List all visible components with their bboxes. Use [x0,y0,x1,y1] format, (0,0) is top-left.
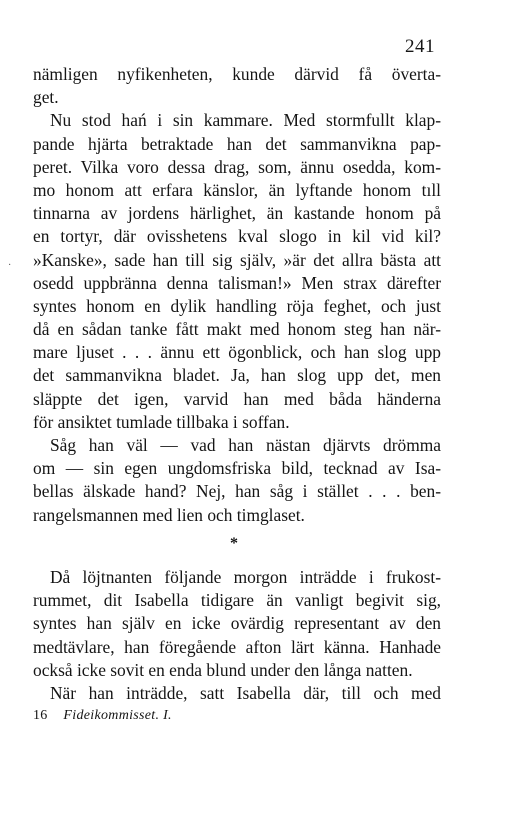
signature-title: Fideikommisset. I. [63,708,172,723]
text-line: pande hjärta betraktade han det sammanvikna pap- [33,133,441,154]
margin-mark: · [8,260,12,271]
text-line: »Kanske», sade han till sig själv, »är det allra bästa att [33,249,441,270]
paragraph [33,63,441,109]
text-line: nämligen nyfikenheten, kunde därvid få överta- [33,64,441,84]
text-line: det sammanvikna bladet. Ja, han slog upp det, men [33,365,441,386]
text-line: bellas älskade hand? Nej, han såg i stället . . . ben- [33,481,441,502]
text-line: tinnarna av jordens härlighet, än kastande honom på [33,203,441,224]
text-line: en tortyr, där ovisshetens kval slogo in kil vid kil? [33,226,441,247]
paragraph [33,566,441,682]
text-block-before-break [33,63,441,527]
text-line: medtävlare, han föregående afton lärt känna. Hanhade [33,636,441,657]
text-line: också icke sovit en enda blund under den långa natten. [33,659,413,680]
text-line: mare ljuset . . . ännu ett ögonblick, och han slog upp [33,342,441,363]
text-line: om — sin egen ungdomsfriska bild, tecknad av Isa- [33,458,441,479]
section-break-asterisk: * [230,535,238,552]
paragraph [33,682,441,705]
text-line: syntes han själv en icke ovärdig representant av den [33,613,441,634]
text-block-after-break [33,566,441,705]
text-line: rummet, dit Isabella tidigare än vanligt begivit sig, [33,590,441,611]
page-number: 241 [405,36,435,57]
text-line: När han inträdde, satt Isabella där, till och med [50,682,441,703]
text-line: peret. Vilka voro dessa drag, som, ännu osedda, kom- [33,156,441,177]
text-line: osedd uppbränna denna talisman!» Men strax därefter [33,272,441,293]
signature-number: 16 [33,708,48,723]
paragraph [33,434,441,527]
text-line: Då löjtnanten följande morgon inträdde i frukost- [50,567,441,587]
text-line: släppte det igen, varvid han med båda händerna [33,388,441,409]
text-line: för ansiktet tumlade tillbaka i soffan. [33,411,290,432]
text-line: då en sådan tanke fått makt med honom steg han när- [33,319,441,340]
text-line: Nu stod hań i sin kammare. Med stormfullt klap- [50,110,441,131]
text-line: get. [33,87,59,108]
text-line: rangelsmannen med lien och timglaset. [33,504,305,525]
text-line: mo honom att erfara känslor, än lyftande honom tıll [33,179,441,200]
text-line: syntes honom en dylik handling röja feghet, och just [33,295,441,316]
printer-signature [33,708,172,724]
paragraph [33,109,441,434]
text-line: Såg han väl — vad han nästan djärvts drömma [50,435,441,455]
